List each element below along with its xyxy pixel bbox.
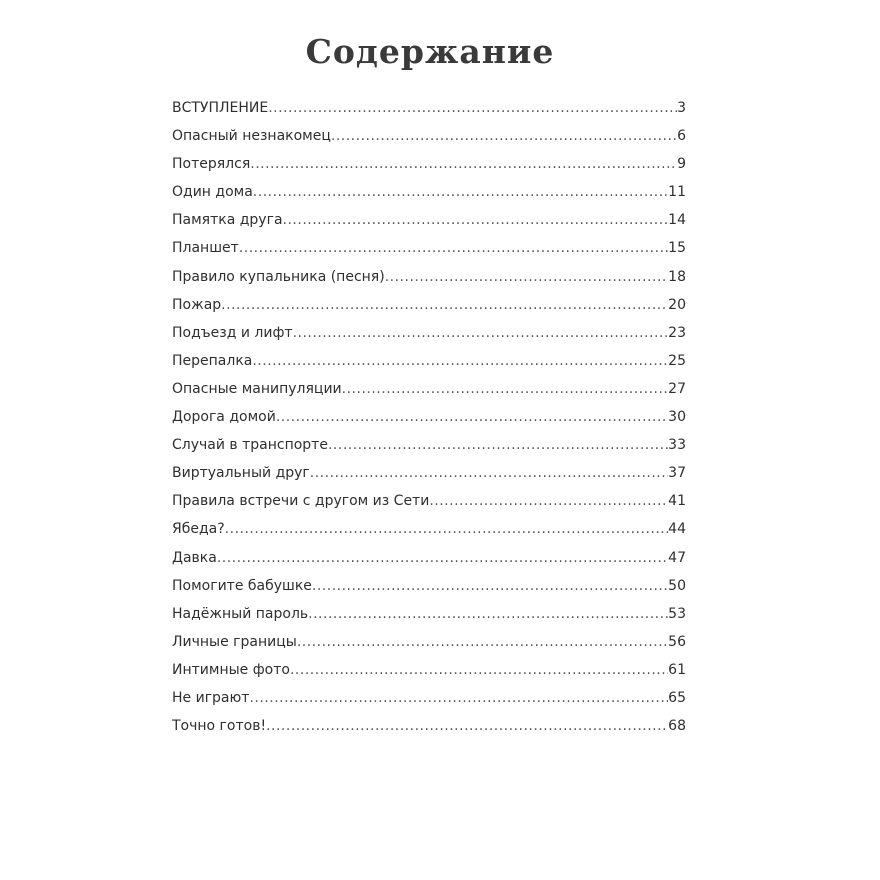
toc-entry bbox=[172, 656, 686, 684]
toc-entry-title: Один дома bbox=[172, 184, 253, 201]
toc-entry-page: 18 bbox=[668, 268, 686, 285]
toc-entry-title: Правила встречи с другом из Сети bbox=[172, 493, 430, 510]
toc-entry bbox=[172, 263, 686, 291]
dot-leader bbox=[250, 150, 677, 178]
toc-entry bbox=[172, 403, 686, 431]
toc-entry-page: 33 bbox=[668, 437, 686, 454]
toc-entry-page: 68 bbox=[668, 718, 686, 735]
dot-leader bbox=[239, 234, 668, 262]
dot-leader bbox=[252, 347, 668, 375]
toc-entry-page: 11 bbox=[668, 184, 686, 201]
toc-entry bbox=[172, 712, 686, 740]
dot-leader bbox=[385, 263, 668, 291]
toc-entry bbox=[172, 319, 686, 347]
toc-entry-title: ВСТУПЛЕНИЕ bbox=[172, 100, 269, 116]
toc-entry-page: 25 bbox=[668, 352, 686, 369]
toc-entry bbox=[172, 375, 686, 403]
toc-entry-page: 15 bbox=[668, 240, 686, 257]
toc-entry-page: 14 bbox=[668, 212, 686, 229]
dot-leader bbox=[290, 656, 668, 684]
toc-entry bbox=[172, 600, 686, 628]
toc-entry-page: 53 bbox=[668, 605, 686, 622]
dot-leader bbox=[266, 712, 668, 740]
toc-entry bbox=[172, 234, 686, 262]
toc-entry bbox=[172, 487, 686, 515]
toc-entry-title: Личные границы bbox=[172, 633, 297, 650]
toc-entry-title: Памятка друга bbox=[172, 212, 283, 229]
toc-entry-title: Потерялся bbox=[172, 156, 251, 173]
toc-entry-title: Ябеда? bbox=[172, 521, 225, 538]
toc-entry-title: Подъезд и лифт bbox=[172, 324, 293, 341]
dot-leader bbox=[342, 375, 669, 403]
dot-leader bbox=[221, 291, 668, 319]
toc-entry bbox=[172, 544, 686, 572]
page-title: Содержание bbox=[305, 32, 555, 71]
dot-leader bbox=[312, 572, 668, 600]
toc-entry bbox=[172, 178, 686, 206]
dot-leader bbox=[293, 319, 669, 347]
toc-entry-title: Точно готов! bbox=[172, 718, 267, 735]
dot-leader bbox=[331, 122, 677, 150]
toc-entry bbox=[172, 515, 686, 543]
dot-leader bbox=[253, 178, 668, 206]
toc-entry-page: 20 bbox=[668, 296, 686, 313]
toc-entry-title: Опасный незнакомец bbox=[172, 128, 331, 145]
dot-leader bbox=[283, 206, 669, 234]
dot-leader bbox=[276, 403, 668, 431]
toc-entry-page: 37 bbox=[668, 465, 686, 482]
dot-leader bbox=[429, 487, 668, 515]
dot-leader bbox=[308, 600, 668, 628]
toc-entry-page: 44 bbox=[668, 521, 686, 538]
toc-entry-title: Дорога домой bbox=[172, 409, 276, 426]
toc-entry-title: Пожар bbox=[172, 296, 222, 313]
toc-entry-page: 47 bbox=[668, 549, 686, 566]
toc-entry bbox=[172, 628, 686, 656]
toc-entry bbox=[172, 572, 686, 600]
toc-entry-page: 30 bbox=[668, 409, 686, 426]
toc-entry bbox=[172, 291, 686, 319]
table-of-contents bbox=[172, 94, 686, 740]
toc-entry-title: Не играют bbox=[172, 689, 250, 706]
toc-entry-title: Перепалка bbox=[172, 352, 253, 369]
toc-entry-page: 61 bbox=[668, 661, 686, 678]
toc-entry-title: Случай в транспорте bbox=[172, 437, 328, 454]
toc-entry bbox=[172, 347, 686, 375]
toc-entry-page: 41 bbox=[668, 493, 686, 510]
dot-leader bbox=[225, 515, 669, 543]
toc-entry-title: Правило купальника (песня) bbox=[172, 268, 385, 285]
dot-leader bbox=[297, 628, 668, 656]
toc-entry bbox=[172, 684, 686, 712]
toc-entry-title: Опасные манипуляции bbox=[172, 380, 342, 397]
toc-entry-title: Помогите бабушке bbox=[172, 577, 312, 594]
toc-entry-page: 27 bbox=[668, 380, 686, 397]
toc-entry-title: Давка bbox=[172, 549, 217, 566]
toc-entry bbox=[172, 459, 686, 487]
toc-entry-page: 3 bbox=[677, 100, 686, 116]
toc-entry-page: 23 bbox=[668, 324, 686, 341]
toc-entry-page: 9 bbox=[677, 156, 686, 173]
toc-entry bbox=[172, 122, 686, 150]
toc-entry-page: 56 bbox=[668, 633, 686, 650]
dot-leader bbox=[268, 94, 677, 122]
toc-entry-page: 6 bbox=[677, 128, 686, 145]
toc-entry bbox=[172, 94, 686, 122]
dot-leader bbox=[249, 684, 668, 712]
toc-entry bbox=[172, 431, 686, 459]
toc-entry-title: Виртуальный друг bbox=[172, 465, 310, 482]
toc-entry-title: Интимные фото bbox=[172, 661, 290, 678]
toc-entry-page: 50 bbox=[668, 577, 686, 594]
toc-entry bbox=[172, 150, 686, 178]
dot-leader bbox=[328, 431, 668, 459]
dot-leader bbox=[310, 459, 668, 487]
toc-entry bbox=[172, 206, 686, 234]
toc-entry-page: 65 bbox=[668, 689, 686, 706]
toc-entry-title: Надёжный пароль bbox=[172, 605, 309, 622]
toc-entry-title: Планшет bbox=[172, 240, 239, 257]
dot-leader bbox=[217, 544, 668, 572]
